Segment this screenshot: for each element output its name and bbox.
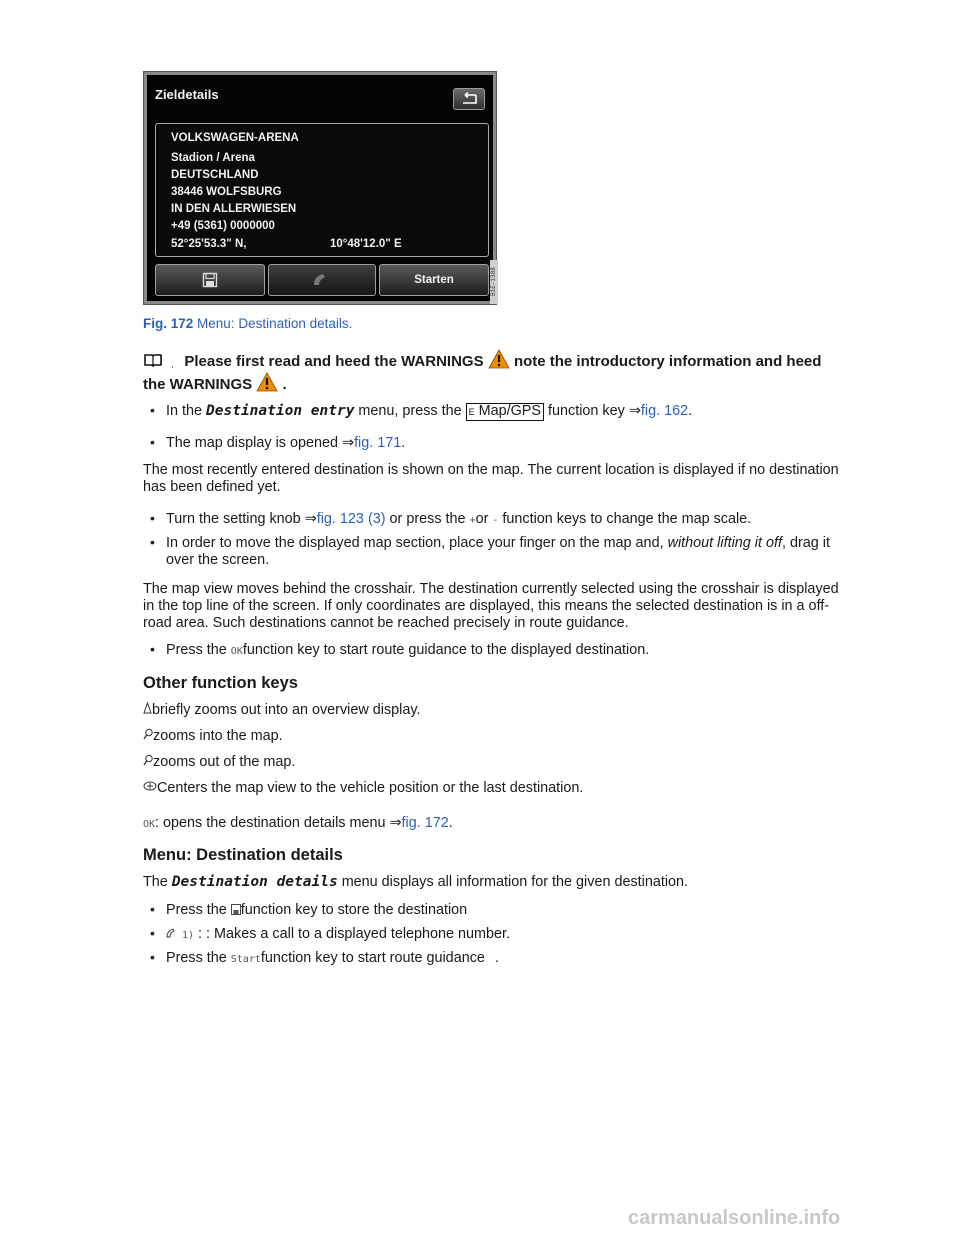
- fig-171-link[interactable]: fig. 171: [354, 435, 402, 451]
- para-recent-destination: The most recently entered destination is shown on the map. The current location is displayed if no destination has been defined yet.: [143, 462, 839, 495]
- heading-destination-details: Menu: Destination details: [143, 846, 343, 864]
- bullet: •: [150, 949, 155, 965]
- warning-line-2: [143, 372, 287, 393]
- destination-details-code: Destination details: [171, 874, 338, 890]
- back-button[interactable]: [453, 88, 485, 110]
- map-gps-key-label: Map/GPS: [478, 403, 542, 419]
- fkey-zoom-out: [143, 754, 295, 771]
- warning-end: .: [282, 376, 287, 393]
- screen-title: Zieldetails: [155, 87, 219, 102]
- info-line-country: DEUTSCHLAND: [171, 169, 259, 181]
- fig-162-link[interactable]: fig. 162: [640, 403, 689, 419]
- bullet: •: [150, 641, 155, 657]
- para3-pre: The: [143, 874, 168, 890]
- arrow: ⇒: [342, 435, 355, 451]
- step1-end: .: [688, 403, 693, 419]
- save-icon: [202, 272, 218, 288]
- zoom-out-icon: [143, 754, 153, 766]
- ok-line-text: : opens the destination details menu: [155, 815, 386, 831]
- step-make-call: [166, 926, 510, 944]
- watermark: carmanualsonline.info: [628, 1207, 841, 1229]
- fkey-zoom-in: [143, 728, 283, 745]
- bullet: •: [150, 534, 155, 550]
- start-post: function key to start route guidance: [260, 950, 485, 966]
- step3-pre: Turn the setting knob: [166, 511, 301, 527]
- figure-caption: [143, 316, 352, 331]
- footnote-number: 1): [182, 930, 195, 941]
- fkey-zoom-out-text: zooms out of the map.: [153, 754, 296, 770]
- store-pre: Press the: [166, 902, 227, 918]
- step3-or: or: [475, 511, 489, 527]
- start-key: Start: [230, 954, 261, 965]
- info-line-category: Stadion / Arena: [171, 152, 255, 164]
- step-open-map: [166, 403, 692, 421]
- fkey-zoom-in-text: zooms into the map.: [153, 728, 283, 744]
- info-line-latitude: 52°25'53.3" N,: [171, 238, 247, 250]
- fkey-ok: [143, 815, 453, 833]
- para3-post: menu displays all information for the given destination.: [341, 874, 689, 890]
- para-crosshair: The map view moves behind the crosshair. The destination currently selected using the crosshair is displayed in the top line of the screen. If only coordinates are displayed, this means the selected destination is in a off-road area. Such destinations cannot be reached precisely in route guidance.: [143, 581, 839, 631]
- start-pre: Press the: [166, 950, 227, 966]
- fig-123-link[interactable]: fig. 123 (3): [316, 511, 386, 527]
- step1-mid: menu, press the: [358, 403, 462, 419]
- warning-icon: [256, 372, 278, 392]
- key-icon-label: E: [468, 407, 475, 417]
- step1-post: function key: [548, 403, 625, 419]
- info-line-street: IN DEN ALLERWIESEN: [171, 203, 297, 215]
- step4-pre: In order to move the displayed map section, place your finger on the map and,: [166, 535, 664, 551]
- warning-text-1: Please first read and heed the WARNINGS: [184, 353, 484, 370]
- step4-em: without lifting it off: [667, 535, 782, 551]
- book-icon: [143, 353, 163, 367]
- arrow: ⇒: [389, 815, 402, 831]
- warning-line-1: ˌ Please first read and heed the WARNINGS note the introductory information and heed: [143, 349, 821, 372]
- step1-pre: In the: [166, 403, 203, 419]
- destination-entry-code: Destination entry: [206, 403, 355, 419]
- plus-key: +: [469, 515, 476, 526]
- fig-172-link[interactable]: fig. 172: [401, 815, 449, 831]
- step-map-scale: [166, 511, 751, 529]
- info-line-longitude: 10°48'12.0" E: [330, 238, 402, 250]
- bullet: •: [150, 510, 155, 526]
- phone-icon: [311, 272, 333, 288]
- step3-post: function keys to change the map scale.: [502, 511, 752, 527]
- arrow: ⇒: [304, 511, 317, 527]
- caption-text: Menu: Destination details.: [197, 316, 353, 331]
- save-icon: [231, 904, 241, 915]
- start-button[interactable]: Starten: [379, 264, 489, 296]
- fkey-center: [143, 780, 583, 797]
- fkey-overview: [143, 702, 420, 719]
- arrow: ⇒: [628, 403, 641, 419]
- store-post: function key to store the destination: [240, 902, 468, 918]
- minus-key: -: [492, 515, 499, 526]
- step2-end: .: [401, 435, 406, 451]
- step5-post: function key to start route guidance to the displayed destination.: [242, 642, 650, 658]
- center-map-icon: [143, 780, 157, 792]
- fkey-overview-text: briefly zooms out into an overview display.: [152, 702, 421, 718]
- overview-icon: [143, 702, 152, 714]
- warning-text-3: the WARNINGS: [143, 376, 253, 393]
- phone-icon: [166, 928, 178, 938]
- map-gps-key: [466, 403, 544, 421]
- step3-mid: or press the: [389, 511, 466, 527]
- bullet: •: [150, 901, 155, 917]
- start-end: .: [494, 950, 499, 966]
- zoom-in-icon: [143, 728, 153, 740]
- ok-line-end: .: [448, 815, 453, 831]
- step-store-destination: [166, 902, 467, 919]
- caption-number: Fig. 172: [143, 316, 194, 331]
- call-button[interactable]: [268, 264, 376, 296]
- step-move-map: [166, 535, 846, 569]
- back-arrow-icon: [459, 92, 479, 106]
- warning-text-2: note the introductory information and heed: [513, 353, 822, 370]
- call-text: : : Makes a call to a displayed telephone number.: [198, 926, 511, 942]
- info-line-name: VOLKSWAGEN-ARENA: [171, 132, 299, 144]
- bullet: •: [150, 925, 155, 941]
- destination-info-box: [155, 123, 489, 257]
- step-map-display: [166, 435, 405, 452]
- info-line-city: 38446 WOLFSBURG: [171, 186, 282, 198]
- heading-other-function-keys: Other function keys: [143, 674, 298, 692]
- bullet: •: [150, 434, 155, 450]
- step5-pre: Press the: [166, 642, 227, 658]
- step4-post: , drag it over the screen.: [166, 535, 830, 568]
- step2-pre: The map display is opened: [166, 435, 338, 451]
- store-button[interactable]: [155, 264, 265, 296]
- ok-key: OK: [143, 819, 156, 830]
- figure-172: [143, 71, 497, 305]
- figure-code: B1E-1388: [490, 260, 498, 304]
- screen-button-row: [155, 264, 489, 296]
- step-start-guidance: [166, 642, 649, 660]
- ok-key: OK: [230, 646, 243, 657]
- warning-icon: [488, 349, 510, 369]
- fkey-center-text: Centers the map view to the vehicle position or the last destination.: [157, 780, 584, 796]
- device-screen: [147, 75, 493, 301]
- para-destination-details: [143, 874, 688, 891]
- step-start-route: [166, 950, 499, 968]
- info-line-phone: +49 (5361) 0000000: [171, 220, 275, 232]
- bullet: •: [150, 402, 155, 418]
